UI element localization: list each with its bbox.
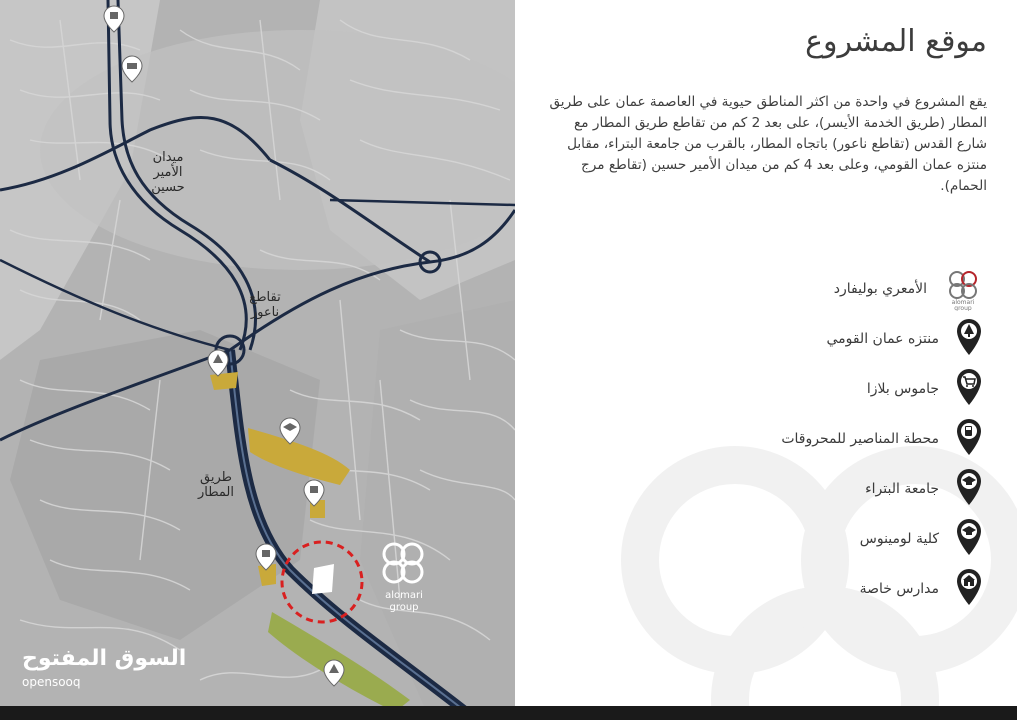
- legend-item[interactable]: [563, 364, 983, 414]
- project-plot[interactable]: [312, 564, 334, 594]
- label-naour-intersection: تقاطع ناعور: [249, 290, 281, 320]
- legend-item[interactable]: [563, 264, 983, 314]
- legend-label: جامعة البتراء: [865, 481, 939, 497]
- legend-label: كلية لومينوس: [859, 531, 939, 547]
- legend-label: جاموس بلازا: [866, 381, 939, 397]
- legend-label: الأمعري بوليفارد: [833, 281, 927, 297]
- legend-logo-sub: group: [954, 305, 972, 311]
- map-logo-name: alomari: [385, 590, 423, 601]
- school-pin-icon: [955, 567, 983, 611]
- label-airport-road: طريق المطار: [198, 470, 234, 500]
- watermark-arabic: السوق المفتوح: [22, 646, 187, 671]
- legend-item[interactable]: [563, 564, 983, 614]
- legend-item[interactable]: [563, 514, 983, 564]
- legend-label: منتزه عمان القومي: [826, 331, 939, 347]
- fuel-pin-icon: [955, 417, 983, 461]
- legend-label: محطة المناصير للمحروقات: [781, 431, 939, 447]
- label-maidan-prince-hussein: ميدان الأمير حسين: [151, 150, 185, 195]
- legend-item[interactable]: [563, 314, 983, 364]
- info-panel: [515, 0, 1017, 720]
- legend-list: [563, 264, 983, 614]
- legend-item[interactable]: [563, 464, 983, 514]
- project-description: يقع المشروع في واحدة من اكثر المناطق حيوية في العاصمة عمان على طريق المطار (طريق الخدمة الأيسر)، على بعد 2 كم من تقاطع طريق المطار مع شارع القدس (تقاطع ناعور) باتجاه المطار، بالقرب من جامعة البتراء، مقابل منتزه عمان القومي، وعلى بعد 4 كم من ميدان الأمير حسين (تقاطع مرج الحمام).: [549, 94, 987, 194]
- legend-item[interactable]: [563, 414, 983, 464]
- opensooq-watermark: [22, 646, 186, 690]
- tree-pin-icon: [955, 317, 983, 361]
- watermark-latin: opensooq: [22, 675, 81, 689]
- graduation-cap-pin-icon: [955, 467, 983, 511]
- map-logo-sub: group: [389, 602, 419, 613]
- shopping-cart-pin-icon: [955, 367, 983, 411]
- page-title: موقع المشروع: [805, 24, 987, 59]
- legend-logo-name: alomari: [951, 299, 975, 306]
- area-amman-park-marker: [210, 372, 238, 390]
- alomari-logo-icon: [943, 267, 983, 311]
- graduation-cap-pin-icon: [955, 517, 983, 561]
- legend-label: مدارس خاصة: [859, 581, 939, 597]
- bottom-border: [0, 706, 1017, 720]
